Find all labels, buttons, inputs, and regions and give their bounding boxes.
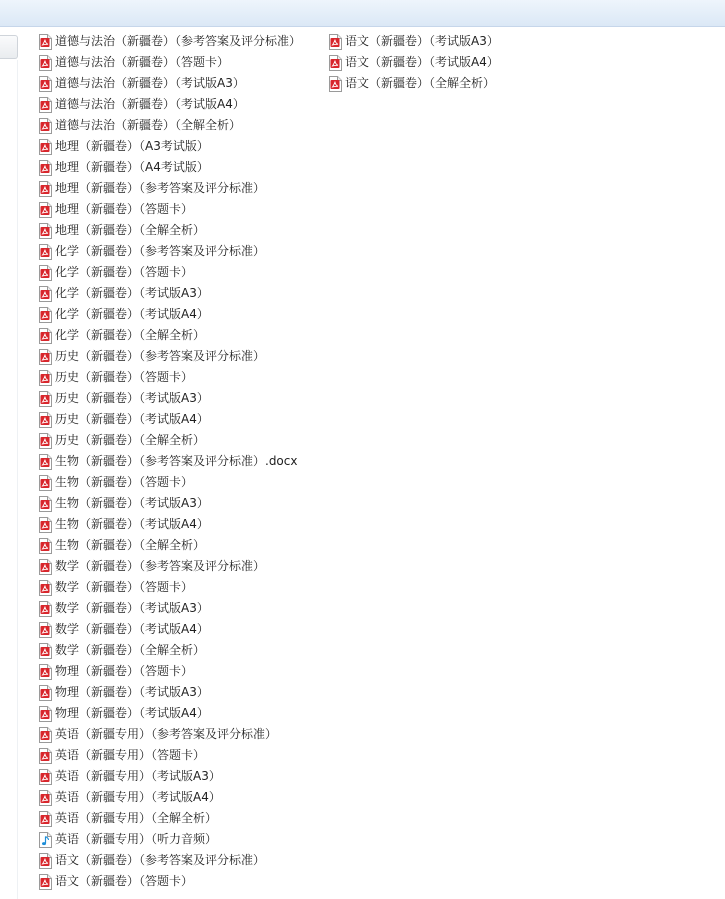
file-name: 地理（新疆卷）（A4考试版） [55, 160, 209, 174]
file-name: 化学（新疆卷）（答题卡） [55, 265, 194, 279]
file-item[interactable] [38, 745, 205, 766]
file-item[interactable] [38, 136, 209, 157]
pdf-icon [38, 391, 52, 407]
file-item[interactable] [38, 808, 217, 829]
pdf-icon [38, 349, 52, 365]
pdf-icon [38, 286, 52, 302]
file-item[interactable] [328, 52, 499, 73]
file-item[interactable] [38, 850, 265, 871]
file-name: 生物（新疆卷）（参考答案及评分标准）.docx [55, 454, 298, 468]
file-name: 英语（新疆专用）（考试版A4） [55, 790, 221, 804]
pdf-icon [38, 454, 52, 470]
pdf-icon [38, 706, 52, 722]
file-item[interactable] [38, 73, 245, 94]
file-name: 道德与法治（新疆卷）（参考答案及评分标准） [55, 34, 302, 48]
file-name: 语文（新疆卷）（考试版A3） [345, 34, 499, 48]
file-name: 语文（新疆卷）（参考答案及评分标准） [55, 853, 266, 867]
file-item[interactable] [38, 577, 193, 598]
file-item[interactable] [328, 73, 495, 94]
pdf-icon [38, 601, 52, 617]
file-name: 生物（新疆卷）（答题卡） [55, 475, 194, 489]
pdf-icon [38, 664, 52, 680]
pdf-icon [38, 370, 52, 386]
file-name: 生物（新疆卷）（全解全析） [55, 538, 206, 552]
pdf-icon [38, 496, 52, 512]
file-item[interactable] [38, 829, 217, 850]
file-item[interactable] [38, 766, 221, 787]
file-item[interactable] [38, 199, 193, 220]
file-item[interactable] [38, 703, 209, 724]
file-name: 数学（新疆卷）（考试版A3） [55, 601, 209, 615]
file-name: 道德与法治（新疆卷）（全解全析） [55, 118, 242, 132]
pdf-icon [38, 160, 52, 176]
file-item[interactable] [38, 493, 209, 514]
pdf-icon [38, 307, 52, 323]
file-item[interactable] [38, 724, 277, 745]
pdf-icon [38, 748, 52, 764]
file-item[interactable] [38, 262, 193, 283]
file-item[interactable] [328, 31, 499, 52]
pdf-icon [38, 874, 52, 890]
pdf-icon [38, 790, 52, 806]
file-item[interactable] [38, 94, 245, 115]
file-name: 化学（新疆卷）（考试版A4） [55, 307, 209, 321]
pdf-icon [38, 433, 52, 449]
file-name: 化学（新疆卷）（参考答案及评分标准） [55, 244, 266, 258]
file-item[interactable] [38, 388, 209, 409]
file-name: 语文（新疆卷）（全解全析） [345, 76, 496, 90]
file-name: 化学（新疆卷）（考试版A3） [55, 286, 209, 300]
file-name: 数学（新疆卷）（参考答案及评分标准） [55, 559, 266, 573]
pdf-icon [38, 643, 52, 659]
pdf-icon [38, 55, 52, 71]
pdf-icon [38, 559, 52, 575]
pdf-icon [38, 118, 52, 134]
pdf-icon [38, 202, 52, 218]
pdf-icon [38, 181, 52, 197]
pdf-icon [38, 34, 52, 50]
pdf-icon [38, 412, 52, 428]
pdf-icon [328, 34, 342, 50]
file-name: 历史（新疆卷）（答题卡） [55, 370, 194, 384]
file-item[interactable] [38, 115, 241, 136]
file-name: 生物（新疆卷）（考试版A3） [55, 496, 209, 510]
file-item[interactable] [38, 157, 209, 178]
pdf-icon [38, 475, 52, 491]
file-name: 英语（新疆专用）（参考答案及评分标准） [55, 727, 278, 741]
file-item[interactable] [38, 283, 209, 304]
file-item[interactable] [38, 346, 265, 367]
file-name: 英语（新疆专用）（全解全析） [55, 811, 218, 825]
file-name: 语文（新疆卷）（考试版A4） [345, 55, 499, 69]
pdf-icon [38, 517, 52, 533]
file-item[interactable] [38, 31, 301, 52]
file-name: 英语（新疆专用）（听力音频） [55, 832, 218, 846]
pdf-icon [38, 580, 52, 596]
file-name: 物理（新疆卷）（答题卡） [55, 664, 194, 678]
file-name: 语文（新疆卷）（答题卡） [55, 874, 194, 888]
file-name: 化学（新疆卷）（全解全析） [55, 328, 206, 342]
file-name: 地理（新疆卷）（参考答案及评分标准） [55, 181, 266, 195]
file-item[interactable] [38, 535, 205, 556]
file-item[interactable] [38, 514, 209, 535]
pdf-icon [38, 853, 52, 869]
file-item[interactable] [38, 871, 193, 892]
file-item[interactable] [38, 661, 193, 682]
pdf-icon [38, 97, 52, 113]
file-name: 历史（新疆卷）（考试版A3） [55, 391, 209, 405]
file-item[interactable] [38, 619, 209, 640]
file-item[interactable] [38, 325, 205, 346]
file-name: 地理（新疆卷）（答题卡） [55, 202, 194, 216]
pdf-icon [328, 76, 342, 92]
pdf-icon [38, 139, 52, 155]
file-name: 道德与法治（新疆卷）（考试版A3） [55, 76, 245, 90]
pdf-icon [38, 265, 52, 281]
file-item[interactable] [38, 451, 297, 472]
file-name: 历史（新疆卷）（参考答案及评分标准） [55, 349, 266, 363]
file-item[interactable] [38, 598, 209, 619]
file-name: 英语（新疆专用）（考试版A3） [55, 769, 221, 783]
file-name: 英语（新疆专用）（答题卡） [55, 748, 206, 762]
file-item[interactable] [38, 241, 265, 262]
pdf-icon [38, 328, 52, 344]
file-name: 地理（新疆卷）（全解全析） [55, 223, 206, 237]
file-item[interactable] [38, 304, 209, 325]
file-name: 数学（新疆卷）（全解全析） [55, 643, 206, 657]
file-item[interactable] [38, 220, 205, 241]
file-item[interactable] [38, 430, 205, 451]
pdf-icon [38, 727, 52, 743]
file-name: 地理（新疆卷）（A3考试版） [55, 139, 209, 153]
file-item[interactable] [38, 409, 209, 430]
pdf-icon [38, 622, 52, 638]
file-item[interactable] [38, 52, 229, 73]
file-item[interactable] [38, 556, 265, 577]
file-name: 道德与法治（新疆卷）（答题卡） [55, 55, 230, 69]
pdf-icon [38, 811, 52, 827]
file-name: 数学（新疆卷）（答题卡） [55, 580, 194, 594]
file-item[interactable] [38, 178, 265, 199]
file-item[interactable] [38, 640, 205, 661]
pdf-icon [38, 223, 52, 239]
pdf-icon [38, 538, 52, 554]
file-name: 物理（新疆卷）（考试版A3） [55, 685, 209, 699]
file-name: 历史（新疆卷）（考试版A4） [55, 412, 209, 426]
file-item[interactable] [38, 682, 209, 703]
file-name: 生物（新疆卷）（考试版A4） [55, 517, 209, 531]
pdf-icon [38, 685, 52, 701]
file-item[interactable] [38, 472, 193, 493]
file-name: 物理（新疆卷）（考试版A4） [55, 706, 209, 720]
file-item[interactable] [38, 367, 193, 388]
pdf-icon [38, 76, 52, 92]
pdf-icon [38, 769, 52, 785]
audio-icon [38, 832, 52, 848]
file-name: 历史（新疆卷）（全解全析） [55, 433, 206, 447]
file-name: 道德与法治（新疆卷）（考试版A4） [55, 97, 245, 111]
pdf-icon [38, 244, 52, 260]
pdf-icon [328, 55, 342, 71]
file-name: 数学（新疆卷）（考试版A4） [55, 622, 209, 636]
file-item[interactable] [38, 787, 221, 808]
